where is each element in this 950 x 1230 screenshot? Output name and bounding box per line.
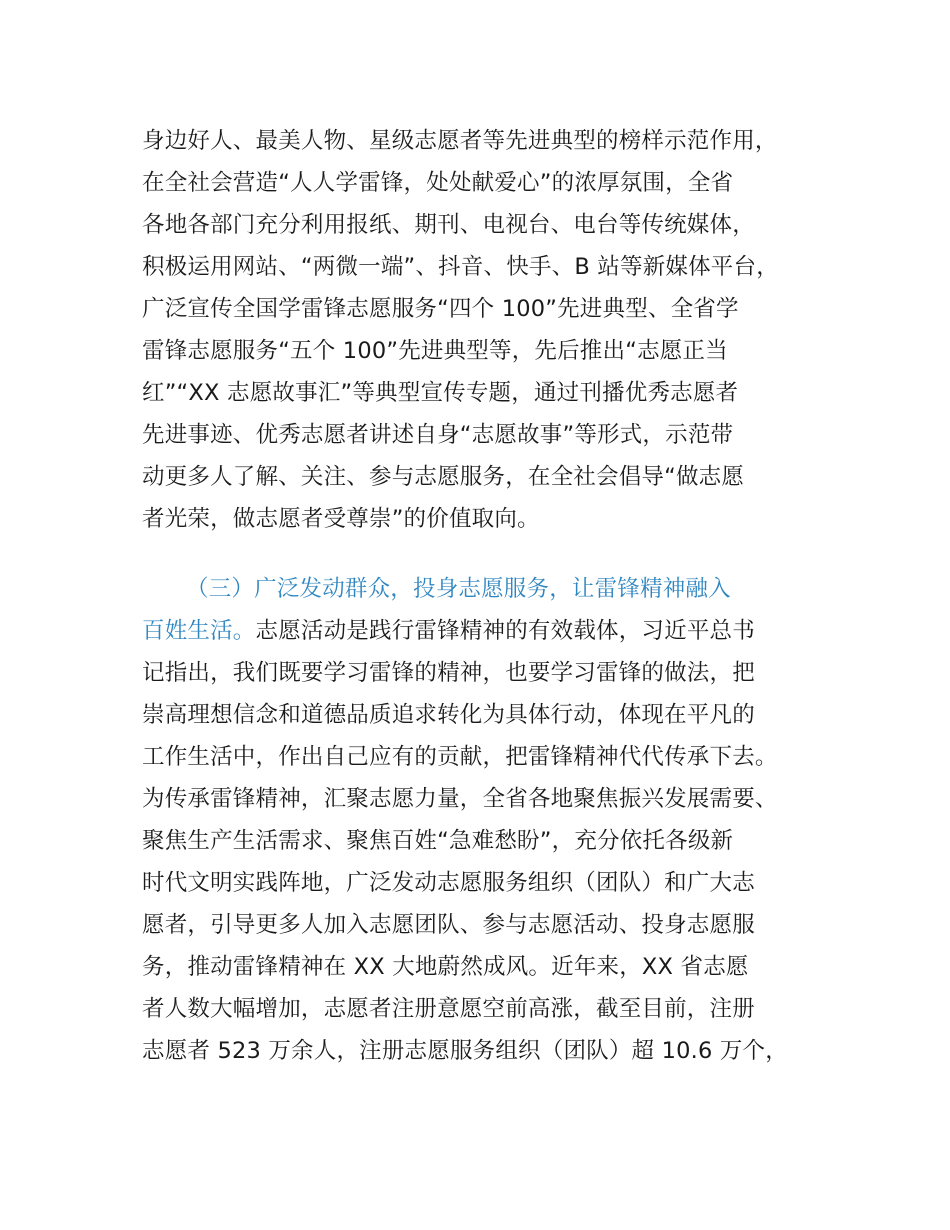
paragraph2-line-11: 者人数大幅增加，志愿者注册意愿空前高涨，截至目前，注册 bbox=[142, 996, 755, 1022]
paragraph2-line-6: 为传承雷锋精神，汇聚志愿力量，全省各地聚焦振兴发展需要、 bbox=[142, 786, 778, 812]
paragraph2-line-9: 愿者，引导更多人加入志愿团队、参与志愿活动、投身志愿服 bbox=[142, 912, 755, 938]
paragraph1-line-5: 广泛宣传全国学雷锋志愿服务“四个 100”先进典型、全省学 bbox=[142, 296, 739, 322]
section-heading-line-2: 百姓生活。 bbox=[142, 618, 256, 644]
paragraph1-line-1: 身边好人、最美人物、星级志愿者等先进典型的榜样示范作用， bbox=[142, 128, 778, 154]
section-heading-line-1: （三）广泛发动群众，投身志愿服务，让雷锋精神融入 bbox=[186, 576, 731, 602]
paragraph2-line-2-text: 志愿活动是践行雷锋精神的有效载体，习近平总书 bbox=[255, 618, 755, 644]
paragraph1-line-10: 者光荣，做志愿者受尊崇”的价值取向。 bbox=[142, 506, 540, 532]
paragraph1-line-9: 动更多人了解、关注、参与志愿服务，在全社会倡导“做志愿 bbox=[142, 464, 745, 490]
paragraph1-line-8: 先进事迹、优秀志愿者讲述自身“志愿故事”等形式，示范带 bbox=[142, 422, 734, 448]
paragraph1-line-6: 雷锋志愿服务“五个 100”先进典型等，先后推出“志愿正当 bbox=[142, 338, 728, 364]
paragraph2-line-4: 崇高理想信念和道德品质追求转化为具体行动，体现在平凡的 bbox=[142, 702, 755, 728]
paragraph1-line-2: 在全社会营造“人人学雷锋，处处献爱心”的浓厚氛围，全省 bbox=[142, 170, 734, 196]
paragraph1-line-3: 各地各部门充分利用报纸、期刊、电视台、电台等传统媒体， bbox=[142, 212, 755, 238]
paragraph2-line-7: 聚焦生产生活需求、聚焦百姓“急难愁盼”，充分依托各级新 bbox=[142, 828, 734, 854]
paragraph2-line-8: 时代文明实践阵地，广泛发动志愿服务组织（团队）和广大志 bbox=[142, 870, 755, 896]
paragraph1-line-4: 积极运用网站、“两微一端”、抖音、快手、B 站等新媒体平台， bbox=[142, 254, 779, 280]
paragraph2-line-5: 工作生活中，作出自己应有的贡献，把雷锋精神代代传承下去。 bbox=[142, 744, 778, 770]
paragraph2-line-2 bbox=[142, 616, 755, 646]
paragraph2-line-12: 志愿者 523 万余人，注册志愿服务组织（团队）超 10.6 万个， bbox=[142, 1038, 788, 1064]
paragraph2-line-3: 记指出，我们既要学习雷锋的精神，也要学习雷锋的做法，把 bbox=[142, 660, 755, 686]
paragraph2-line-10: 务，推动雷锋精神在 XX 大地蔚然成风。近年来，XX 省志愿 bbox=[142, 954, 749, 980]
paragraph1-line-7: 红”“XX 志愿故事汇”等典型宣传专题，通过刊播优秀志愿者 bbox=[142, 380, 739, 406]
